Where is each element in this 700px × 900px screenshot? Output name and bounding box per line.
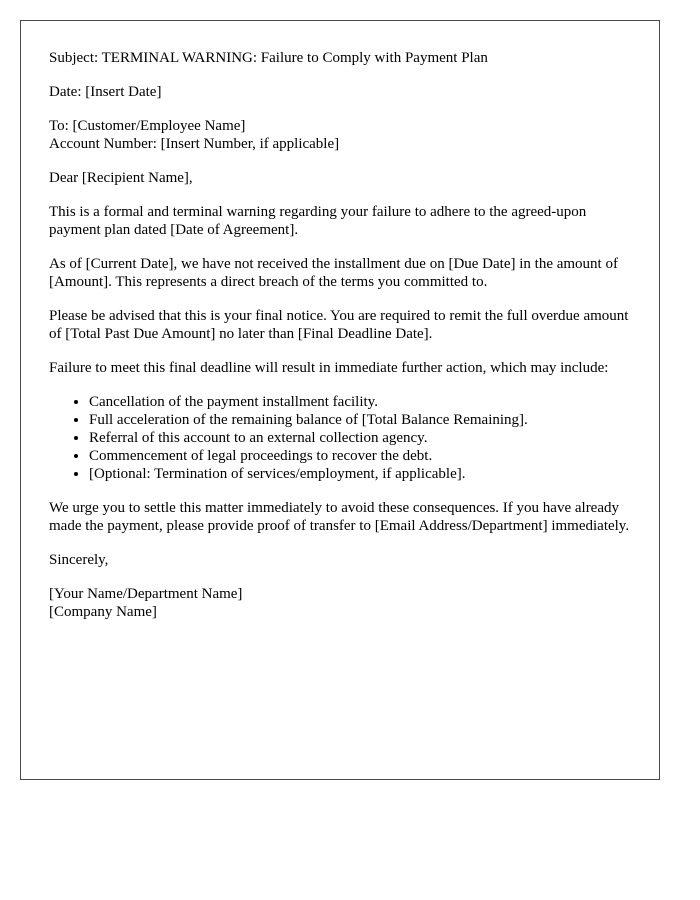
account-number: Account Number: [Insert Number, if applicable] xyxy=(49,136,340,152)
warning-letter xyxy=(20,20,660,780)
closing: Sincerely, xyxy=(49,552,109,568)
body-paragraph-3: Please be advised that this is your final notice. You are required to remit the full overdue amount of [Total Past Due Amount] no later than [Final Deadline Date]. xyxy=(49,308,629,342)
body-paragraph-5: We urge you to settle this matter immediately to avoid these consequences. If you have already made the payment, please provide proof of transfer to [Email Address/Department] immediately. xyxy=(49,500,630,534)
list-item: • Commencement of legal proceedings to recover the debt. xyxy=(89,447,631,465)
signature-block xyxy=(49,585,631,621)
body-paragraph-1: This is a formal and terminal warning regarding your failure to adhere to the agreed-upon payment plan dated [Date of Agreement]. xyxy=(49,204,587,238)
signature-company: [Company Name] xyxy=(49,604,157,620)
signature-name: [Your Name/Department Name] xyxy=(49,586,243,602)
body-paragraph-2: As of [Current Date], we have not received the installment due on [Due Date] in the amount of [Amount]. This represents a direct breach of the terms you committed to. xyxy=(49,256,618,290)
salutation: Dear [Recipient Name], xyxy=(49,170,193,186)
recipient-to: To: [Customer/Employee Name] xyxy=(49,118,246,134)
body-paragraph-4: Failure to meet this final deadline will result in immediate further action, which may include: xyxy=(49,360,609,376)
list-item: • Cancellation of the payment installment facility. xyxy=(89,393,631,411)
list-item: • Full acceleration of the remaining balance of [Total Balance Remaining]. xyxy=(89,411,631,429)
recipient-block xyxy=(49,117,631,153)
letter-subject: Subject: TERMINAL WARNING: Failure to Comply with Payment Plan xyxy=(49,50,488,66)
list-item: • Referral of this account to an external collection agency. xyxy=(89,429,631,447)
consequences-list xyxy=(49,393,631,483)
letter-date: Date: [Insert Date] xyxy=(49,84,162,100)
list-item: • [Optional: Termination of services/employment, if applicable]. xyxy=(89,465,631,483)
